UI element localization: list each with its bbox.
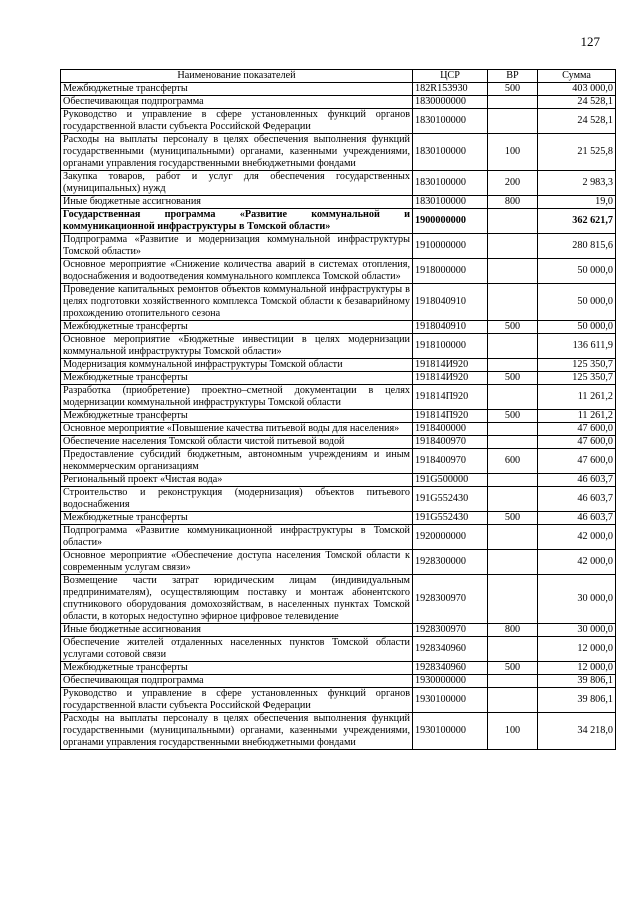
cell-name: Руководство и управление в сфере установленных функций органов государственной власти субъекта Российской Федерации — [61, 109, 413, 134]
cell-vr: 800 — [488, 196, 538, 209]
cell-sum: 12 000,0 — [538, 662, 616, 675]
cell-sum: 46 603,7 — [538, 487, 616, 512]
cell-csr: 1830100000 — [413, 109, 488, 134]
cell-name: Расходы на выплаты персоналу в целях обеспечения выполнения функций государственными (муниципальными) органами, казенными учреждениями, органами управления государственными внебюджетными фондами — [61, 713, 413, 750]
cell-sum: 42 000,0 — [538, 550, 616, 575]
cell-csr: 1830100000 — [413, 171, 488, 196]
cell-csr: 1930100000 — [413, 713, 488, 750]
cell-vr — [488, 688, 538, 713]
table-row — [61, 83, 616, 96]
cell-name: Основное мероприятие «Обеспечение доступа населения Томской области к современным услугам связи» — [61, 550, 413, 575]
cell-csr: 191814П920 — [413, 385, 488, 410]
cell-csr: 1918400000 — [413, 423, 488, 436]
cell-vr: 500 — [488, 662, 538, 675]
cell-csr: 1928340960 — [413, 637, 488, 662]
table-row — [61, 284, 616, 321]
cell-vr — [488, 109, 538, 134]
cell-vr — [488, 209, 538, 234]
cell-name: Разработка (приобретение) проектно–сметной документации в целях модернизации коммунальной инфраструктуры Томской области — [61, 385, 413, 410]
cell-vr — [488, 550, 538, 575]
cell-csr: 1930000000 — [413, 675, 488, 688]
cell-vr — [488, 487, 538, 512]
table-row — [61, 171, 616, 196]
cell-sum: 12 000,0 — [538, 637, 616, 662]
table-row — [61, 575, 616, 624]
cell-csr: 1928340960 — [413, 662, 488, 675]
cell-name: Государственная программа «Развитие коммунальной и коммуникационной инфраструктуры в Томской области» — [61, 209, 413, 234]
cell-sum: 11 261,2 — [538, 410, 616, 423]
cell-sum: 136 611,9 — [538, 334, 616, 359]
table-row — [61, 372, 616, 385]
cell-sum: 125 350,7 — [538, 359, 616, 372]
table-row — [61, 234, 616, 259]
table-row — [61, 96, 616, 109]
cell-name: Закупка товаров, работ и услуг для обеспечения государственных (муниципальных) нужд — [61, 171, 413, 196]
cell-vr: 500 — [488, 83, 538, 96]
cell-vr: 500 — [488, 512, 538, 525]
cell-csr: 1918400970 — [413, 449, 488, 474]
cell-vr — [488, 675, 538, 688]
cell-csr: 1928300970 — [413, 624, 488, 637]
cell-sum: 11 261,2 — [538, 385, 616, 410]
cell-csr: 191814И920 — [413, 359, 488, 372]
cell-csr: 1918400970 — [413, 436, 488, 449]
page-number: 127 — [580, 34, 600, 49]
cell-sum: 47 600,0 — [538, 449, 616, 474]
cell-csr: 1930100000 — [413, 688, 488, 713]
cell-sum: 50 000,0 — [538, 259, 616, 284]
table-row — [61, 259, 616, 284]
cell-csr: 1830100000 — [413, 196, 488, 209]
table-row — [61, 423, 616, 436]
cell-name: Региональный проект «Чистая вода» — [61, 474, 413, 487]
cell-vr: 500 — [488, 321, 538, 334]
cell-name: Руководство и управление в сфере установленных функций органов государственной власти субъекта Российской Федерации — [61, 688, 413, 713]
table-row — [61, 385, 616, 410]
cell-sum: 2 983,3 — [538, 171, 616, 196]
cell-name: Межбюджетные трансферты — [61, 512, 413, 525]
cell-name: Подпрограмма «Развитие коммуникационной инфраструктуры в Томской области» — [61, 525, 413, 550]
cell-vr — [488, 334, 538, 359]
cell-sum: 21 525,8 — [538, 134, 616, 171]
cell-vr — [488, 96, 538, 109]
cell-sum: 24 528,1 — [538, 96, 616, 109]
cell-vr — [488, 525, 538, 550]
cell-csr: 1928300970 — [413, 575, 488, 624]
table-row — [61, 662, 616, 675]
table-row — [61, 525, 616, 550]
cell-vr: 600 — [488, 449, 538, 474]
cell-vr — [488, 385, 538, 410]
cell-vr: 100 — [488, 713, 538, 750]
cell-sum: 39 806,1 — [538, 675, 616, 688]
cell-csr: 191814И920 — [413, 372, 488, 385]
cell-name: Предоставление субсидий бюджетным, автономным учреждениям и иным некоммерческим организациям — [61, 449, 413, 474]
cell-sum: 46 603,7 — [538, 512, 616, 525]
table-row — [61, 487, 616, 512]
cell-name: Обеспечивающая подпрограмма — [61, 675, 413, 688]
cell-name: Межбюджетные трансферты — [61, 83, 413, 96]
cell-name: Обеспечение населения Томской области чистой питьевой водой — [61, 436, 413, 449]
cell-csr: 182R153930 — [413, 83, 488, 96]
table-row — [61, 550, 616, 575]
cell-sum: 39 806,1 — [538, 688, 616, 713]
cell-csr: 1910000000 — [413, 234, 488, 259]
cell-sum: 125 350,7 — [538, 372, 616, 385]
cell-vr: 100 — [488, 134, 538, 171]
cell-sum: 403 000,0 — [538, 83, 616, 96]
cell-name: Возмещение части затрат юридическим лицам (индивидуальным предпринимателям), осуществляющим поставку и монтаж абонентского спутникового оборудования домохозяйствам, в населенных пунктах Томской области, в которых недоступно эфирное цифровое телевидение — [61, 575, 413, 624]
cell-vr — [488, 575, 538, 624]
cell-vr — [488, 423, 538, 436]
cell-name: Межбюджетные трансферты — [61, 321, 413, 334]
cell-csr: 1918100000 — [413, 334, 488, 359]
header-sum: Сумма — [538, 70, 616, 83]
cell-sum: 19,0 — [538, 196, 616, 209]
cell-sum: 30 000,0 — [538, 575, 616, 624]
cell-csr: 1920000000 — [413, 525, 488, 550]
cell-name: Проведение капитальных ремонтов объектов коммунальной инфраструктуры в целях подготовки хозяйственного комплекса Томской области к безаварийному прохождению отопительного сезона — [61, 284, 413, 321]
cell-sum: 24 528,1 — [538, 109, 616, 134]
header-vr: ВР — [488, 70, 538, 83]
cell-csr: 1918040910 — [413, 321, 488, 334]
cell-csr: 1928300000 — [413, 550, 488, 575]
table-row — [61, 410, 616, 423]
cell-vr — [488, 284, 538, 321]
cell-name: Межбюджетные трансферты — [61, 662, 413, 675]
cell-sum: 47 600,0 — [538, 423, 616, 436]
cell-vr — [488, 259, 538, 284]
cell-name: Подпрограмма «Развитие и модернизация коммунальной инфраструктуры Томской области» — [61, 234, 413, 259]
cell-vr: 500 — [488, 410, 538, 423]
table-row — [61, 713, 616, 750]
header-csr: ЦСР — [413, 70, 488, 83]
cell-vr: 500 — [488, 372, 538, 385]
cell-sum: 30 000,0 — [538, 624, 616, 637]
cell-name: Строительство и реконструкция (модернизация) объектов питьевого водоснабжения — [61, 487, 413, 512]
cell-name: Модернизация коммунальной инфраструктуры Томской области — [61, 359, 413, 372]
table-row — [61, 512, 616, 525]
table-row — [61, 209, 616, 234]
cell-vr — [488, 234, 538, 259]
cell-name: Основное мероприятие «Снижение количества аварий в системах отопления, водоснабжения и водоотведения коммунального комплекса Томской области» — [61, 259, 413, 284]
cell-name: Обеспечение жителей отдаленных населенных пунктов Томской области услугами сотовой связи — [61, 637, 413, 662]
cell-vr — [488, 474, 538, 487]
cell-csr: 1918000000 — [413, 259, 488, 284]
cell-name: Расходы на выплаты персоналу в целях обеспечения выполнения функций государственными (муниципальными) органами, казенными учреждениями, органами управления государственными внебюджетными фондами — [61, 134, 413, 171]
cell-vr: 800 — [488, 624, 538, 637]
table-row — [61, 637, 616, 662]
cell-name: Межбюджетные трансферты — [61, 372, 413, 385]
table-row — [61, 688, 616, 713]
header-name: Наименование показателей — [61, 70, 413, 83]
table-row — [61, 334, 616, 359]
table-row — [61, 109, 616, 134]
cell-sum: 50 000,0 — [538, 321, 616, 334]
cell-sum: 46 603,7 — [538, 474, 616, 487]
cell-name: Основное мероприятие «Повышение качества питьевой воды для населения» — [61, 423, 413, 436]
cell-vr — [488, 637, 538, 662]
cell-sum: 280 815,6 — [538, 234, 616, 259]
cell-csr: 1918040910 — [413, 284, 488, 321]
table-row — [61, 436, 616, 449]
cell-csr: 191814П920 — [413, 410, 488, 423]
cell-csr: 1830100000 — [413, 134, 488, 171]
cell-csr: 191G552430 — [413, 512, 488, 525]
cell-sum: 50 000,0 — [538, 284, 616, 321]
cell-sum: 362 621,7 — [538, 209, 616, 234]
table-row — [61, 196, 616, 209]
cell-csr: 1900000000 — [413, 209, 488, 234]
cell-name: Иные бюджетные ассигнования — [61, 624, 413, 637]
table-row — [61, 449, 616, 474]
table-row — [61, 675, 616, 688]
table-row — [61, 321, 616, 334]
cell-csr: 191G500000 — [413, 474, 488, 487]
cell-csr: 1830000000 — [413, 96, 488, 109]
cell-vr — [488, 359, 538, 372]
cell-csr: 191G552430 — [413, 487, 488, 512]
cell-vr — [488, 436, 538, 449]
cell-name: Иные бюджетные ассигнования — [61, 196, 413, 209]
cell-sum: 34 218,0 — [538, 713, 616, 750]
cell-vr: 200 — [488, 171, 538, 196]
table-row — [61, 474, 616, 487]
table-row — [61, 624, 616, 637]
table-row — [61, 359, 616, 372]
cell-sum: 47 600,0 — [538, 436, 616, 449]
table-header-row — [61, 70, 616, 83]
cell-name: Обеспечивающая подпрограмма — [61, 96, 413, 109]
cell-sum: 42 000,0 — [538, 525, 616, 550]
cell-name: Межбюджетные трансферты — [61, 410, 413, 423]
budget-table — [60, 69, 616, 750]
table-row — [61, 134, 616, 171]
cell-name: Основное мероприятие «Бюджетные инвестиции в целях модернизации коммунальной инфраструктуры Томской области» — [61, 334, 413, 359]
